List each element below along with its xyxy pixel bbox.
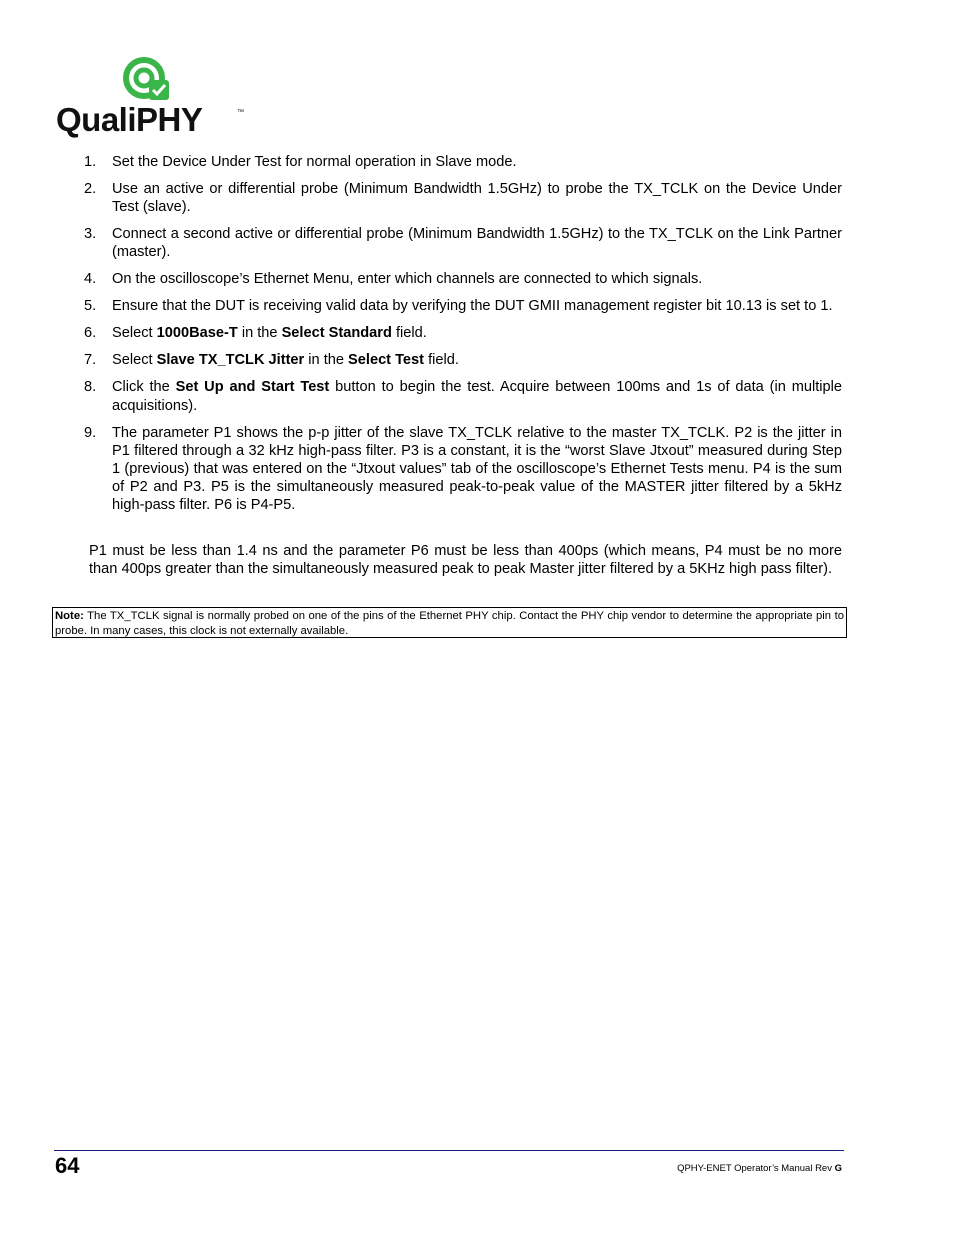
step-item — [84, 225, 842, 261]
note-label: Note: — [55, 610, 84, 622]
page-number: 64 — [55, 1153, 80, 1178]
step-number: 1. — [84, 154, 97, 170]
pass-criteria-paragraph: P1 must be less than 1.4 ns and the parameter P6 must be less than 400ps (which means, P4 must be no more than 400ps greater than the simultaneously measured peak to peak Master jitter filtered by a 5KHz high pass filter). — [89, 543, 842, 578]
step-item — [84, 424, 842, 515]
step-text: field. — [391, 325, 427, 342]
step-number: 4. — [84, 271, 97, 288]
step-item — [84, 378, 842, 414]
step-number: 7. — [84, 352, 97, 369]
manual-name: QPHY-ENET Operator’s Manual Rev — [677, 1163, 835, 1174]
step-text: in the — [237, 325, 282, 342]
step-number: 6. — [84, 325, 97, 342]
step-text: The parameter P1 shows the p-p jitter of the slave TX_TCLK relative to the master TX_TCLK. P2 is the jitter in P1 filtered through a 32 kHz high-pass filter. P3 is a constant, it is the “worst Slave Jtxout” measured during Step 1 (previous) that was entered on the “Jtxout values” tab of the oscilloscope’s Ethernet Tests menu. P4 is the sum of P2 and P3. P5 is the simultaneously measured peak-to-peak value of the MASTER jitter filtered by a 5kHz high-pass filter. P6 is P4-P5. — [112, 424, 842, 514]
step-number: 8. — [84, 379, 97, 396]
manual-revision: G — [834, 1163, 842, 1174]
step-text: Select — [112, 325, 157, 342]
procedure-steps — [84, 153, 842, 523]
step-number: 3. — [84, 226, 97, 243]
step-number: 2. — [84, 181, 97, 197]
qualiphy-check-icon — [122, 54, 172, 104]
step-number: 5. — [84, 298, 97, 315]
step-item — [84, 351, 842, 369]
step-text: Use an active or differential probe (Minimum Bandwidth 1.5GHz) to probe the TX_TCLK on the Device Under Test (slave). — [112, 181, 842, 216]
step-emphasis: Slave TX_TCLK Jitter — [156, 352, 305, 369]
step-item — [84, 297, 842, 315]
step-text: button to begin the test. Acquire between 100ms and 1s of data (in multiple acquisitions). — [112, 379, 842, 414]
footer-rule — [54, 1150, 844, 1151]
step-number: 9. — [84, 424, 97, 441]
note-box — [52, 607, 847, 638]
step-text: Set the Device Under Test for normal operation in Slave mode. — [112, 154, 517, 170]
step-emphasis: Select Test — [348, 352, 425, 369]
step-text: Ensure that the DUT is receiving valid data by verifying the DUT GMII management register bit 10.13 is set to 1. — [112, 298, 833, 315]
step-text: Select — [112, 352, 157, 369]
step-item — [84, 180, 842, 216]
step-emphasis: 1000Base-T — [156, 325, 238, 342]
step-emphasis: Select Standard — [281, 325, 392, 342]
step-text: Click the — [112, 379, 176, 396]
qualiphy-logo — [54, 54, 254, 140]
step-item — [84, 153, 842, 171]
step-text: in the — [304, 352, 349, 369]
step-text: field. — [424, 352, 459, 369]
step-item — [84, 324, 842, 342]
note-text: The TX_TCLK signal is normally probed on one of the pins of the Ethernet PHY chip. Contact the PHY chip vendor to determine the appropriate pin to probe. In many cases, this clock is not externally available. — [55, 610, 844, 637]
footer-manual-title — [677, 1163, 842, 1174]
logo-wordmark: QualiPHY — [56, 101, 203, 138]
step-text: On the oscilloscope’s Ethernet Menu, enter which channels are connected to which signals. — [112, 271, 703, 288]
step-text: Connect a second active or differential probe (Minimum Bandwidth 1.5GHz) to the TX_TCLK on the Link Partner (master). — [112, 226, 842, 261]
step-item — [84, 270, 842, 288]
step-emphasis: Set Up and Start Test — [175, 379, 330, 396]
logo-trademark: ™ — [237, 109, 244, 116]
